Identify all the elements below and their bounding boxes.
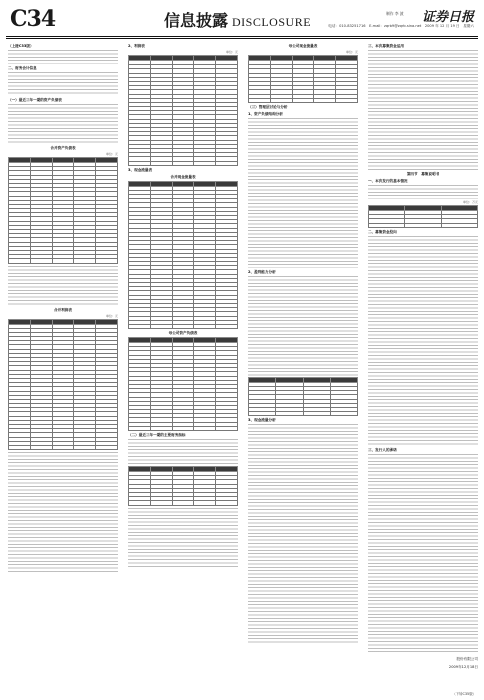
text-block	[248, 118, 358, 268]
text-block	[8, 72, 118, 96]
unit-label: 单位：元	[105, 313, 118, 318]
page-number: C34	[10, 6, 56, 32]
unit-label: 单位：元	[225, 50, 238, 54]
text-block	[8, 452, 118, 572]
unit-label: 单位：元	[345, 50, 358, 54]
text-block	[248, 276, 358, 376]
text-block	[368, 50, 478, 170]
continued-from-note: （上接C33版）	[8, 44, 34, 48]
indicator-table	[128, 466, 238, 506]
table-title: 合并利润表	[54, 307, 72, 312]
page-header	[6, 6, 478, 36]
signature: 股份有限公司	[456, 656, 478, 661]
contact-line: 电话：010-83251716 E-mail：zqrb9@zqrb.sina.net 2009 年 12 月 19 日 星期六	[328, 24, 474, 28]
cash-flow-table	[128, 181, 238, 329]
section-heading: 三、本次募集资金运用	[368, 44, 404, 48]
income-table	[128, 55, 238, 166]
continued-note: （下转C35版）	[452, 692, 476, 696]
section-heading: 3、现金流量表	[128, 167, 153, 172]
sub-heading: 3、现金流量分析	[248, 418, 276, 423]
sub-heading: 1、资产负债结构分析	[248, 111, 283, 116]
section-title-cn: 信息披露	[164, 11, 229, 30]
column-4	[368, 42, 478, 692]
income-statement-table	[8, 319, 118, 451]
text-block	[128, 439, 238, 465]
section-title-en: DISCLOSURE	[232, 15, 312, 29]
text-block	[368, 185, 478, 199]
unit-label: 单位：元	[105, 152, 118, 156]
table-title: 母公司现金流量表	[288, 44, 318, 48]
parent-cash-flow-table	[248, 55, 358, 103]
section-heading: 2、利润表	[128, 44, 145, 48]
section-heading: 三、发行人的承诺	[368, 447, 397, 452]
text-block	[8, 266, 118, 306]
editor-credit: 制作 李 波	[386, 11, 404, 16]
newspaper-logo: 证券日报	[421, 10, 474, 25]
table-title: 合并现金流量表	[170, 174, 196, 179]
section-title	[164, 8, 311, 31]
chapter-heading: 第四节 募集说明书	[406, 172, 440, 176]
section-heading: （二）最近三年一期的主要财务指标	[128, 433, 186, 437]
section-heading: （三）管理层讨论与分析	[248, 104, 288, 109]
text-block	[248, 424, 358, 644]
header-rule-thick	[6, 36, 478, 37]
sub-heading: 2、盈利能力分析	[248, 269, 276, 274]
column-2	[128, 42, 238, 692]
text-block	[8, 104, 118, 144]
table-title: 母公司资产负债表	[168, 331, 198, 336]
signature-date: 2009年12月18日	[448, 664, 478, 669]
text-block	[368, 454, 478, 654]
unit-label: 单位：万元	[462, 200, 478, 204]
parent-balance-table	[128, 337, 238, 431]
balance-sheet-table	[8, 157, 118, 264]
section-heading: （一）最近三年一期的资产负债表	[8, 98, 62, 102]
column-3	[248, 42, 358, 692]
text-block	[368, 236, 478, 446]
column-1	[8, 42, 118, 692]
table-title: 合并资产负债表	[50, 146, 76, 150]
text-block	[8, 50, 118, 64]
analysis-table	[248, 377, 358, 417]
section-heading: 一、本次发行的基本情况	[368, 179, 408, 183]
section-heading: 二、财务会计信息	[8, 66, 37, 70]
text-block	[128, 508, 238, 568]
issue-summary-table	[368, 205, 478, 228]
section-heading: 二、募集资金投向	[368, 229, 397, 234]
